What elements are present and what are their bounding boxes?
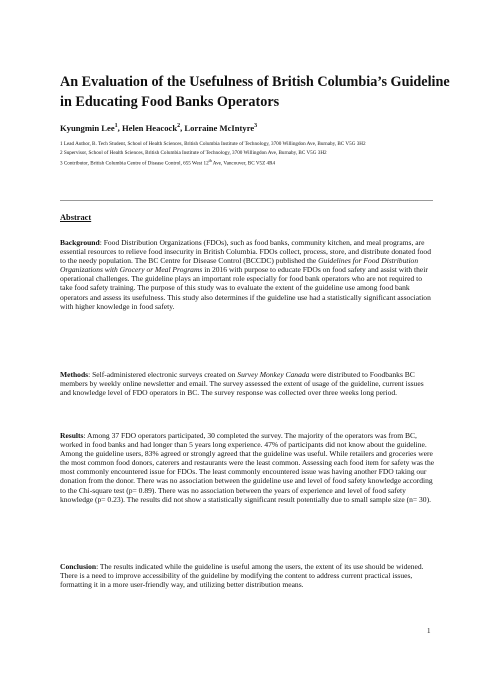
page-number: 1	[427, 627, 431, 635]
affiliation-3-ordinal: th	[208, 158, 212, 164]
divider	[60, 200, 433, 201]
conclusion-text: : The results indicated while the guideline is useful among the users, the extent of its use should be widened. There is a need to improve accessibility of the guideline by modifying the content to address current practical issues, formatting it in a more user-friendly way, and utilizing better distribution means.	[60, 562, 424, 590]
affiliations	[60, 140, 432, 169]
author-line	[60, 120, 257, 134]
affiliation-3-text-end: Ave, Vancouver, BC V5Z 4R4	[211, 161, 276, 168]
methods-text-end: were distributed to Foodbanks BC members by weekly online newsletter and email. The survey assessed the extent of usage of the guideline, current issues and knowledge level of FDO operators in BC. The survey response was collected over three weeks long period.	[60, 370, 424, 398]
author-separator: ,	[180, 122, 185, 133]
author-mark: 1	[114, 123, 118, 129]
author-name: Lorraine McIntyre	[184, 122, 255, 133]
methods-paragraph	[60, 370, 435, 397]
paper-title: An Evaluation of the Usefulness of British Columbia’s Guideline in Educating Food Banks Operators	[60, 74, 450, 110]
author-mark: 2	[177, 123, 181, 129]
background-text: : Food Distribution Organizations (FDOs), such as food banks, community kitchen, and meal programs, are essential resources to relieve food insecurity in British Columbia. FDOs collect, process, store, and distribute donated food to the needy population. The BC Centre for Disease Control (BCCDC) published the	[60, 238, 431, 266]
methods-text: : Self-administered electronic surveys created on	[88, 370, 238, 379]
background-paragraph	[60, 238, 435, 311]
background-label: Background	[60, 238, 100, 247]
methods-label: Methods	[60, 370, 89, 379]
affiliation-3	[60, 157, 432, 168]
author-separator: ,	[117, 122, 122, 133]
affiliation-2: 2 Supervisor, School of Health Sciences, British Columbia Institute of Technology, 3700 Willingdon Ave, Burnaby, BC V5G 3H2	[60, 149, 327, 156]
conclusion-label: Conclusion	[60, 562, 97, 571]
background-text-end: in 2016 with purpose to educate FDOs on food safety and assist with their operational challenges. The guideline plays an important role especially for food bank operators who are not required to take food safety training. The purpose of this study was to evaluate the extent of the guideline use among food bank operators and assess its usefulness. This study also determines if the guideline use had a statistically significant association with higher knowledge in food safety.	[60, 265, 431, 311]
author-mark: 3	[254, 123, 258, 129]
author-name: Helen Heacock	[121, 122, 178, 133]
survey-tool-name: Survey Monkey Canada	[237, 370, 310, 379]
results-label: Results	[60, 431, 84, 440]
affiliation-3-text: 3 Contributor, British Columbia Centre of Disease Control, 655 West 12	[60, 161, 209, 168]
author-name: Kyungmin Lee	[60, 122, 115, 133]
affiliation-1: 1 Lead Author, B. Tech Student, School of Health Sciences, British Columbia Institute of Technology, 3700 Willingdon Ave, Burnaby, BC V5G 3H2	[60, 141, 366, 147]
results-text: : Among 37 FDO operators participated, 30 completed the survey. The majority of the operators was from BC, worked in food banks and had longer than 5 years long experience. 47% of participants did not know about the guideline. Among the guideline users, 83% agreed or strongly agreed that the guideline was useful. While retailers and groceries were the most common food donors, caterers and restaurants were the least common. Assessing each food item for safety was the most commonly encountered issue for FDOs. The least commonly encountered issue was having another FDO taking our donation from the donor. There was no association between the guideline use and level of food safety knowledge according to the Chi-square test (p= 0.89). There was no association between the years of experience and level of food safety knowledge (p= 0.23). The results did not show a statistically significant result potentially due to small sample size (n= 30).	[60, 431, 435, 504]
results-paragraph	[60, 431, 435, 504]
guideline-title: Guidelines for Food Distribution Organizations with Grocery or Meal Programs	[60, 256, 419, 275]
conclusion-paragraph	[60, 562, 435, 589]
abstract-heading: Abstract	[60, 213, 92, 222]
